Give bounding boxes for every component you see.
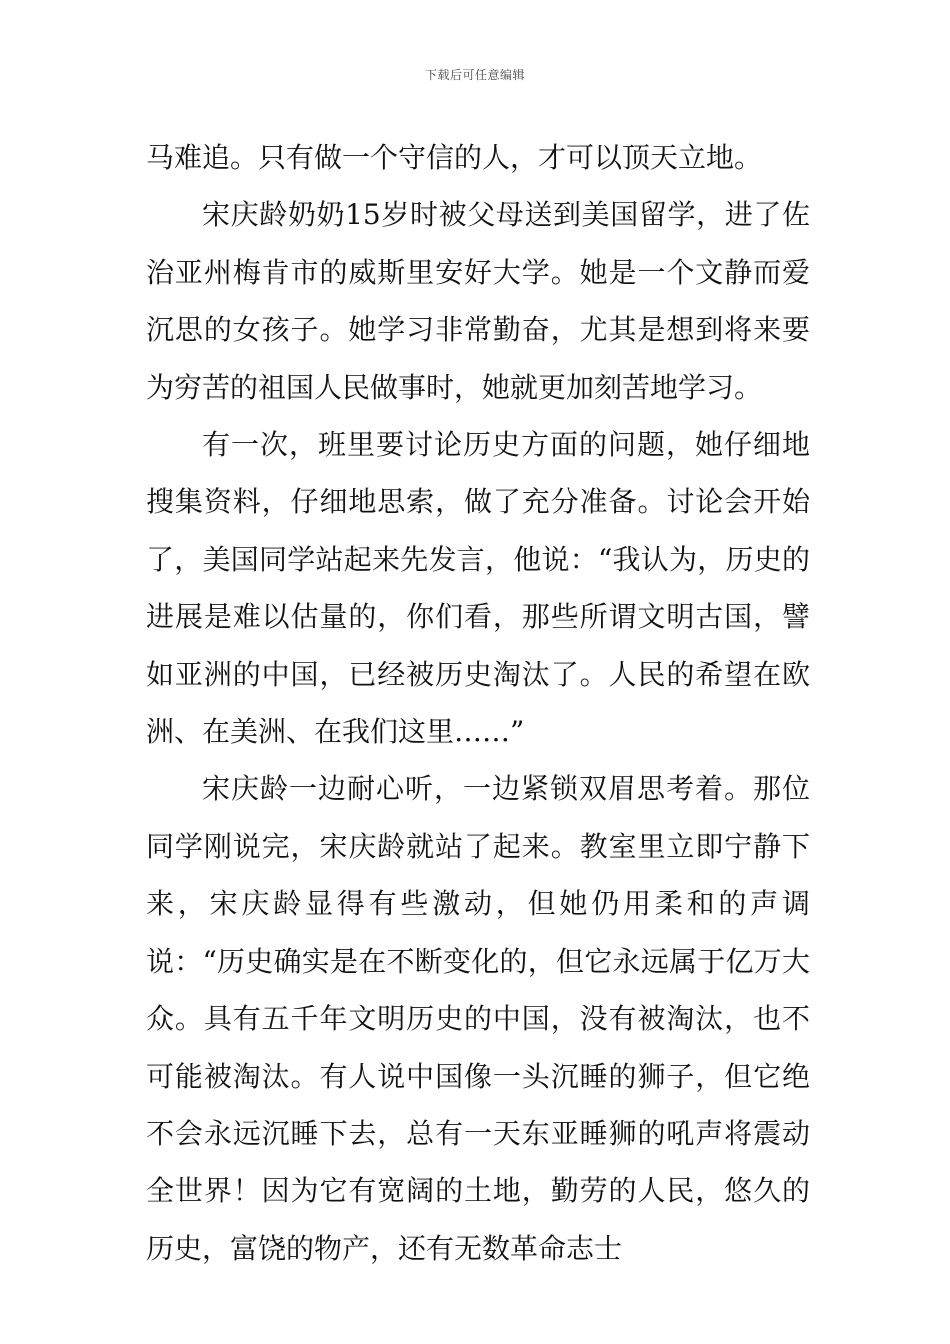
- document-body: [146, 129, 810, 1277]
- paragraph: 宋庆龄奶奶15岁时被父母送到美国留学，进了佐治亚州梅肯市的威斯里安好大学。她是一个文静而爱沉思的女孩子。她学习非常勤奋，尤其是想到将来要为穷苦的祖国人民做事时，她就更加刻苦地学习。: [146, 198, 810, 404]
- paragraph: 宋庆龄一边耐心听，一边紧锁双眉思考着。那位同学刚说完，宋庆龄就站了起来。教室里立即宁静下来，宋庆龄显得有些激动，但她仍用柔和的声调说：“历史确实是在不断变化的，但它永远属于亿万大众。具有五千年文明历史的中国，没有被淘汰，也不可能被淘汰。有人说中国像一头沉睡的狮子，但它绝不会永远沉睡下去，总有一天东亚睡狮的吼声将震动全世界！因为它有宽阔的土地，勤劳的人民，悠久的历史，富饶的物产，还有无数革命志士: [146, 772, 810, 1265]
- page-header: 下载后可任意编辑: [424, 68, 525, 82]
- paragraph: 有一次，班里要讨论历史方面的问题，她仔细地搜集资料，仔细地思索，做了充分准备。讨论会开始了，美国同学站起来先发言，他说：“我认为，历史的进展是难以估量的，你们看，那些所谓文明古国，譬如亚洲的中国，已经被历史淘汰了。人民的希望在欧洲、在美洲、在我们这里……”: [146, 428, 810, 749]
- paragraph: 马难追。只有做一个守信的人，才可以顶天立地。: [146, 141, 763, 174]
